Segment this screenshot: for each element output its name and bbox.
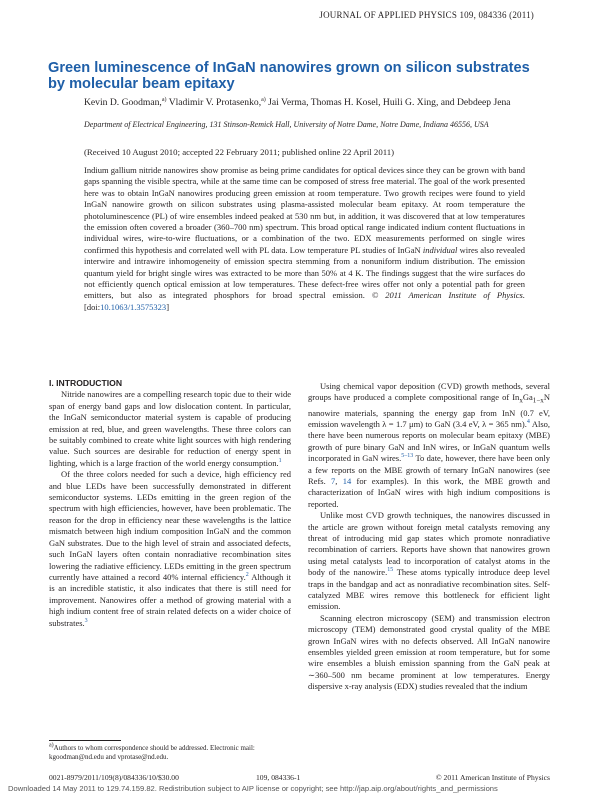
ref-link[interactable]: 5–13 (401, 453, 414, 460)
received-dates: (Received 10 August 2010; accepted 22 February 2011; published online 22 April 2011) (84, 147, 395, 157)
section-heading-introduction: I. INTRODUCTION (49, 378, 123, 388)
download-notice[interactable]: Downloaded 14 May 2011 to 129.74.159.82. Redistribution subject to AIP license or copyright; see http://jap.aip.org/about/rights_and_permissions (8, 784, 498, 793)
right-column (308, 381, 550, 693)
journal-header: JOURNAL OF APPLIED PHYSICS 109, 084336 (2011) (319, 10, 534, 20)
ref-link[interactable]: 14 (342, 475, 352, 486)
author-list (84, 97, 524, 109)
author-1-mark: a) (161, 96, 167, 103)
right-paragraph-3: Scanning electron microscopy (SEM) and transmission electron microscopy (TEM) demonstrated good crystal quality of the MBE grown InGaN wires with no defects observed. All InGaN nanowire ensembles yielded green emission at room temperature, but for some wire ensembles a bluish emission spanning from the GaN peak at ∼360–500 nm became prominent at low temperatures. Energy dispersive x-ray analysis (EDX) studies revealed that the indium (308, 612, 550, 692)
abstract-part-1: Indium gallium nitride nanowires show promise as being prime candidates for optical devices since they can be grown with band gaps spanning the visible spectra, while at the same time can be composed of stress free material. The goal of the work presented here was to obtain InGaN nanowires producing green emission at room temperature. Two growth recipes were found to yield InGaN nanowire growth on silicon substrates using plasma-assisted molecular beam epitaxy. At room temperature the photoluminescence (PL) of wire ensembles indeed peaked at 530 nm but, in addition, it was discovered that at low temperatures the emission often covered a broader (360–700 nm) spectrum. This broad optical range indicated indium content fluctuations in individual wires, wire-to-wire fluctuations, or a combination of the two. EDX measurements performed on single wires confirmed this hypothesis and correlated well with PL data. Low temperature PL studies of InGaN (84, 165, 525, 255)
doi-suffix: ] (166, 301, 170, 312)
intro-paragraph-1: Nitride nanowires are a compelling research topic due to their wide span of energy band gaps and low dislocation content. In particular, the InGaN semiconductor material system is capable of producing emission at red, blue, and green wavelengths. These three colors can be suitably combined to create white light sources with high rendering value. Such sources are desirable for reduction of energy spent in lighting, which is a large fraction of the world energy consumption.$^1$ (49, 389, 291, 468)
author-1: Kevin D. Goodman, (84, 97, 162, 108)
footer-issn: 0021-8979/2011/109(8)/084336/10/$30.00 (49, 773, 179, 782)
author-2-mark: a) (261, 96, 266, 103)
abstract-italic: individual (422, 244, 458, 255)
abstract-part-2: wires also revealed interwire and intrawire inhomogeneity of emission spectra stemming from a nonuniform indium distribution. The emission quantum yield for bright single wires was extracted to be more than 50% at 4 K. The findings suggest that the wire surfaces do not efficiently quench optical emission at low temperatures. These defect-free wires offer not only a potential path for green emitters, but also as integrated phosphors for broad spectral emission. (84, 244, 526, 301)
author-2: Vladimir V. Protasenko, (166, 97, 262, 108)
abstract (84, 165, 525, 313)
footnote-text: Authors to whom correspondence should be addressed. Electronic mail: kgoodman@nd.edu and vprotase@nd.edu. (49, 744, 255, 761)
footer-copyright: © 2011 American Institute of Physics (435, 773, 550, 782)
ref-link[interactable]: 2 (245, 572, 249, 579)
doi-link[interactable]: 10.1063/1.3575323 (100, 301, 167, 312)
intro-paragraph-2: Of the three colors needed for such a device, high efficiency red and blue LEDs have been successfully demonstrated in different semiconductor systems. LEDs emitting in the green region of the spectrum with high efficiencies, however, have been problematic. The reason for the drop in efficiency near these wavelengths is the lattice mismatch between high indium composition InGaN and the common GaN substrates. Due to the high level of strain and associated defects, such InGaN layers often contain nonradiative recombination sites lowering the radiative efficiency. LEDs emitting in the green spectrum currently have attained a record 40% internal efficiency.$^2$ Although it is an incredible statistic, it also indicates that there is still need for improvement. Nanowires offer a method of growing material with a high indium content free of strain related defects on a wider choice of substrates.$^3$ (49, 469, 291, 628)
abstract-copyright: © 2011 American Institute of Physics. (371, 290, 525, 301)
footnote-rule (49, 740, 121, 741)
ref-link[interactable]: 7 (331, 475, 336, 486)
ref-link[interactable]: 3 (84, 617, 88, 624)
footer-page-number: 109, 084336-1 (256, 773, 301, 782)
ref-link[interactable]: 1 (278, 458, 282, 465)
footnote (49, 744, 289, 762)
ref-link[interactable]: 15 (387, 567, 394, 574)
affiliation: Department of Electrical Engineering, 131 Stinson-Remick Hall, University of Notre Dame, Notre Dame, Indiana 46556, USA (84, 120, 489, 129)
paper-title: Green luminescence of InGaN nanowires grown on silicon substrates by molecular beam epitaxy (48, 60, 530, 92)
left-column (49, 378, 291, 629)
other-authors: Jai Verma, Thomas H. Kosel, Huili G. Xing, and Debdeep Jena (265, 97, 511, 108)
footnote-mark: a) (49, 742, 54, 749)
right-paragraph-1: Using chemical vapor deposition (CVD) growth methods, several groups have produced a complete compositional range of $In_xGa_{1-x}N$ nanowire materials, spanning the energy gap from InN (0.7 eV, emission wavelength λ = 1.7 μm) to GaN (3.4 eV, λ = 365 nm).$^4$ Also, there have been numerous reports on molecular beam epitaxy (MBE) growth of pure binary GaN and InN wires, or InGaN quantum wells incorporated in GaN wires.$^{5-13}$ To date, however, there have been only a few reports on the MBE growth of ternary InGaN nanowires (see Refs. 7, 14 for examples). In this work, the MBE growth and characterization of InGaN wires with high indium compositions is reported. (308, 381, 551, 509)
right-paragraph-2: Unlike most CVD growth techniques, the nanowires discussed in the article are grown without foreign metal catalysts removing any threat of introducing mid gap states which promote nonradiative recombination of carriers. Reports have shown that nanowires grown using metal catalysts lead to incorporation of catalyst atoms in the body of the nanowire.$^{15}$ These atoms typically introduce deep level traps in the bandgap and act as nonradiative recombination sites. Self-catalyzed MBE wires remove this bottleneck for efficient light emission. (308, 510, 551, 612)
doi-prefix: [doi: (84, 301, 101, 312)
ref-link[interactable]: 4 (526, 419, 530, 426)
